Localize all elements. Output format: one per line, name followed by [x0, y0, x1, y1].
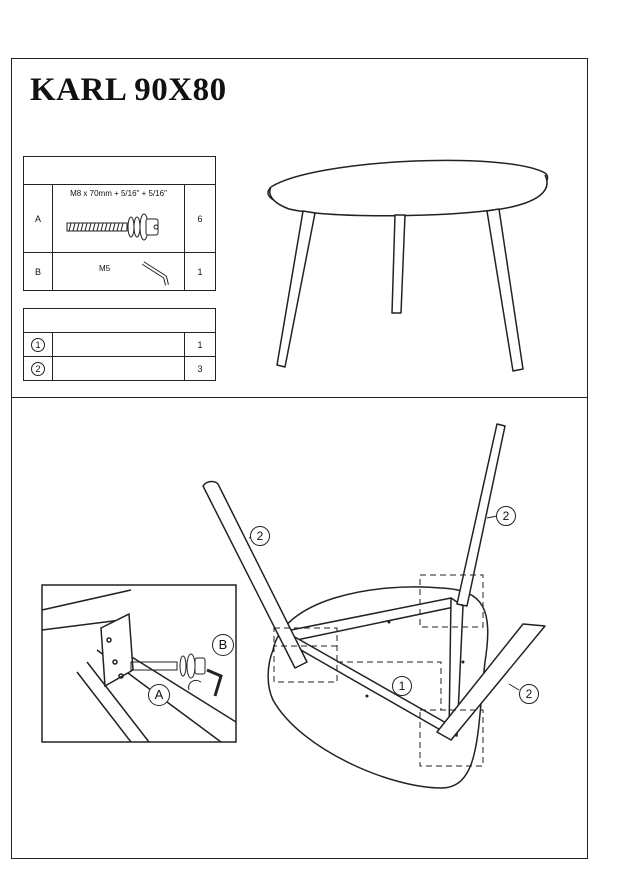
- assembled-table-illustration: [255, 145, 595, 385]
- product-title: KARL 90X80: [30, 72, 227, 108]
- bolt-with-washers-icon: [59, 205, 185, 245]
- table-row: [24, 357, 216, 381]
- component-number: 2: [24, 357, 53, 381]
- component-number: 1: [24, 333, 53, 357]
- detail-inset: [42, 585, 236, 742]
- callout-bolt-a: A: [148, 684, 170, 706]
- hardware-table-header: [24, 157, 216, 185]
- hardware-description: [53, 185, 185, 253]
- components-table-header: [24, 309, 216, 333]
- bolt-spec: M8 x 70mm + 5/16" + 5/16": [70, 189, 167, 198]
- callout-leg-left: 2: [250, 526, 270, 546]
- component-description: [53, 333, 185, 357]
- component-qty: 3: [185, 357, 216, 381]
- component-description: [53, 357, 185, 381]
- table-row: [24, 333, 216, 357]
- hardware-qty: 1: [185, 253, 216, 291]
- callout-leg-top: 2: [496, 506, 516, 526]
- callout-leg-right: 2: [519, 684, 539, 704]
- assembly-diagram: [11, 400, 588, 800]
- callout-key-b: B: [212, 634, 234, 656]
- hardware-description: [53, 253, 185, 291]
- allen-key-spec: M5: [99, 264, 111, 273]
- component-qty: 1: [185, 333, 216, 357]
- hardware-letter: B: [24, 253, 53, 291]
- components-table: [23, 308, 216, 381]
- table-row: [24, 253, 216, 291]
- hardware-qty: 6: [185, 185, 216, 253]
- hardware-table: [23, 156, 216, 291]
- table-row: [24, 185, 216, 253]
- section-divider: [11, 397, 588, 398]
- hardware-letter: A: [24, 185, 53, 253]
- allen-key-icon: [139, 257, 179, 287]
- callout-table-top: 1: [392, 676, 412, 696]
